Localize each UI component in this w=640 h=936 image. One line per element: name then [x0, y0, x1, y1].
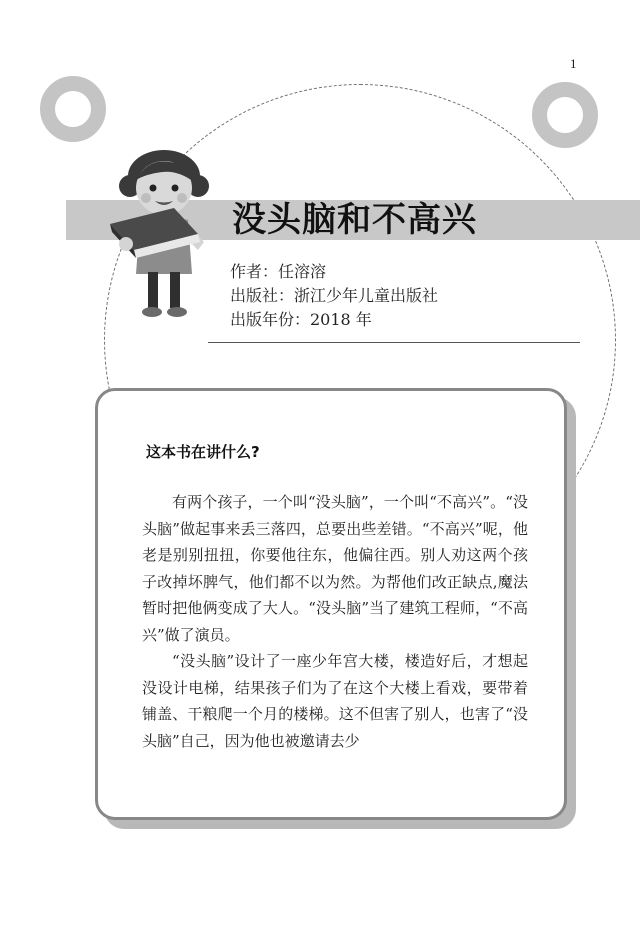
year-line: 出版年份：2018 年 — [230, 310, 372, 329]
hand — [119, 237, 133, 251]
cheek-right — [177, 193, 187, 203]
leg-left — [148, 272, 158, 308]
summary-body — [142, 489, 528, 754]
girl-holding-book-illustration — [108, 146, 220, 322]
author-line: 作者：任溶溶 — [230, 262, 327, 281]
decorative-ring-left — [40, 76, 106, 142]
eye-left — [150, 185, 157, 192]
book-metadata — [230, 260, 438, 332]
page-number: 1 — [570, 56, 577, 71]
decorative-ring-right — [532, 82, 598, 148]
metadata-rule — [208, 342, 580, 343]
summary-paragraph-1: 有两个孩子，一个叫“没头脑”，一个叫“不高兴”。“没头脑”做起事来丢三落四，总要出些差错。“不高兴”呢，他老是别别扭扭，你要他往东，他偏往西。别人劝这两个孩子改掉坏脾气，他们都不以为然。为帮他们改正缺点,魔法暂时把他俩变成了大人。“没头脑”当了建筑工程师，“不高兴”做了演员。 — [142, 493, 528, 644]
publisher-line: 出版社：浙江少年儿童出版社 — [230, 286, 439, 305]
shoe-right — [167, 307, 187, 317]
summary-card — [95, 388, 567, 820]
leg-right — [170, 272, 180, 308]
cheek-left — [141, 193, 151, 203]
shoe-left — [142, 307, 162, 317]
book-title: 没头脑和不高兴 — [232, 200, 477, 240]
summary-paragraph-2: “没头脑”设计了一座少年宫大楼，楼造好后，才想起没设计电梯，结果孩子们为了在这个大楼上看戏，要带着铺盖、干粮爬一个月的楼梯。这不但害了别人，也害了“没头脑”自己，因为他也被邀请去少 — [142, 652, 528, 750]
summary-heading: 这本书在讲什么? — [146, 443, 260, 461]
eye-right — [172, 185, 179, 192]
